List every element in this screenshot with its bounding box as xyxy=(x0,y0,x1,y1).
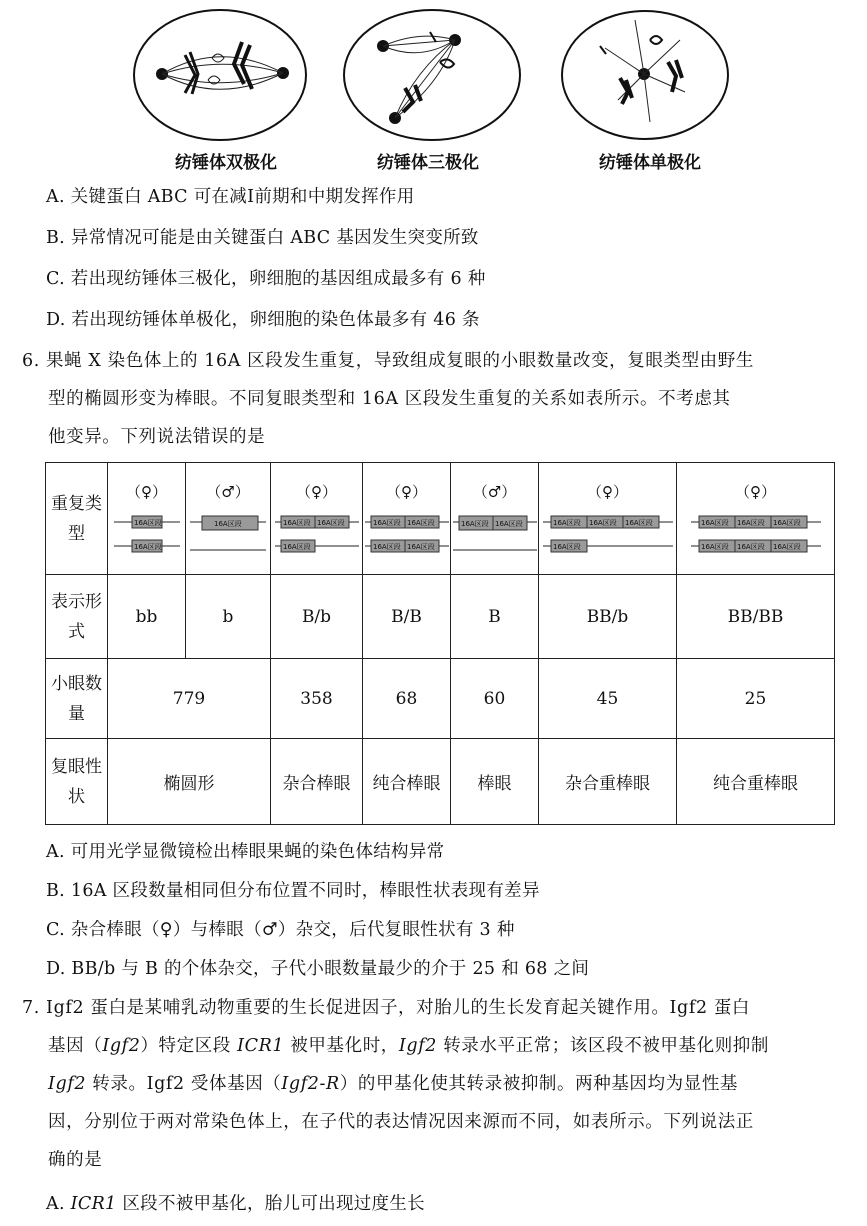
cell-count: 358 xyxy=(271,659,363,739)
tripolar-spindle-cell xyxy=(344,10,520,140)
q5-option-c: C. 若出现纺锤体三极化，卵细胞的基因组成最多有 6 种 xyxy=(46,269,486,289)
q5-option-d: D. 若出现纺锤体单极化，卵细胞的染色体最多有 46 条 xyxy=(46,310,480,330)
svg-text:16A区段: 16A区段 xyxy=(552,543,581,551)
cell-form: BB/BB xyxy=(677,575,835,659)
row-repeat-type xyxy=(46,463,835,575)
svg-text:16A区段: 16A区段 xyxy=(406,543,435,551)
chromosome-diagram xyxy=(543,508,673,560)
sex-symbol: （♀） xyxy=(386,483,427,501)
svg-text:16A区段: 16A区段 xyxy=(588,519,617,527)
svg-text:16A区段: 16A区段 xyxy=(736,519,765,527)
q5-option-a: A. 关键蛋白 ABC 可在减Ⅰ前期和中期发挥作用 xyxy=(46,187,415,207)
svg-text:16A区段: 16A区段 xyxy=(552,519,581,527)
row-header-notation: 表示形式 xyxy=(46,575,108,659)
q6-option-b: B. 16A 区段数量相同但分布位置不同时，棒眼性状表现有差异 xyxy=(46,881,540,901)
cell-form: BB/b xyxy=(539,575,677,659)
chromosome-diagram xyxy=(365,508,449,560)
cell-trait: 棒眼 xyxy=(451,739,539,825)
repeat-type-table xyxy=(45,462,835,825)
row-header-repeat-type: 重复类型 xyxy=(46,463,108,575)
q6-option-c: C. 杂合棒眼（♀）与棒眼（♂）杂交，后代复眼性状有 3 种 xyxy=(46,920,515,940)
cell-count: 45 xyxy=(539,659,677,739)
chromosome-diagram xyxy=(275,508,359,560)
row-ommatidia-count xyxy=(46,659,835,739)
cell-trait: 杂合重棒眼 xyxy=(539,739,677,825)
svg-text:16A区段: 16A区段 xyxy=(494,520,523,528)
q6-option-d: D. BB/b 与 B 的个体杂交，子代小眼数量最少的介于 25 和 68 之间 xyxy=(46,959,590,979)
q7-stem-line-1: 7. Igf2 蛋白是某哺乳动物重要的生长促进因子，对胎儿的生长发育起关键作用。Igf2 蛋白 xyxy=(22,998,751,1018)
chromosome-diagram xyxy=(453,508,537,560)
q7-stem-line-5: 确的是 xyxy=(48,1150,103,1170)
svg-text:16A区段: 16A区段 xyxy=(700,519,729,527)
chromosome-diagram xyxy=(114,508,180,560)
monopolar-spindle-cell xyxy=(562,11,728,139)
svg-text:16A区段: 16A区段 xyxy=(133,543,162,551)
fig-label-tripolar: 纺锤体三极化 xyxy=(377,153,479,173)
q6-stem-line-2: 型的椭圆形变为棒眼。不同复眼类型和 16A 区段发生重复的关系如表所示。不考虑其 xyxy=(48,389,731,409)
cell-trait: 椭圆形 xyxy=(108,739,271,825)
svg-text:16A区段: 16A区段 xyxy=(282,543,311,551)
svg-text:16A区段: 16A区段 xyxy=(282,519,311,527)
chromosome-diagram xyxy=(190,508,266,560)
cell-type-B-male xyxy=(451,463,539,575)
svg-text:16A区段: 16A区段 xyxy=(736,543,765,551)
sex-symbol: （♂） xyxy=(206,483,250,501)
cell-trait: 杂合棒眼 xyxy=(271,739,363,825)
cell-form: bb xyxy=(108,575,186,659)
sex-symbol: （♀） xyxy=(735,483,776,501)
cell-count: 60 xyxy=(451,659,539,739)
svg-text:16A区段: 16A区段 xyxy=(372,519,401,527)
fig-label-bipolar: 纺锤体双极化 xyxy=(175,153,277,173)
chromosome-diagram xyxy=(691,508,821,560)
sex-symbol: （♀） xyxy=(296,483,337,501)
svg-text:16A区段: 16A区段 xyxy=(214,520,242,528)
svg-text:16A区段: 16A区段 xyxy=(372,543,401,551)
cell-type-BB-b xyxy=(539,463,677,575)
cell-count: 25 xyxy=(677,659,835,739)
svg-text:16A区段: 16A区段 xyxy=(700,543,729,551)
bipolar-spindle-cell xyxy=(134,10,306,140)
svg-text:16A区段: 16A区段 xyxy=(460,520,489,528)
sex-symbol: （♂） xyxy=(472,483,517,501)
q5-option-b: B. 异常情况可能是由关键蛋白 ABC 基因发生突变所致 xyxy=(46,228,479,248)
cell-trait: 纯合重棒眼 xyxy=(677,739,835,825)
cell-form: b xyxy=(186,575,271,659)
cell-form: B/B xyxy=(363,575,451,659)
q7-stem-line-3: Igf2 转录。Igf2 受体基因（Igf2-R）的甲基化使其转录被抑制。两种基因均为显性基 xyxy=(48,1074,739,1094)
sex-symbol: （♀） xyxy=(587,483,628,501)
cell-form: B/b xyxy=(271,575,363,659)
q7-option-a: A. ICR1 区段不被甲基化，胎儿可出现过度生长 xyxy=(46,1194,425,1214)
cell-type-b-male xyxy=(186,463,271,575)
q7-stem-line-4: 因，分别位于两对常染色体上，在子代的表达情况因来源而不同，如表所示。下列说法正 xyxy=(48,1112,754,1132)
q6-stem-line-3: 他变异。下列说法错误的是 xyxy=(48,427,266,447)
cell-type-B-b xyxy=(271,463,363,575)
row-header-count: 小眼数量 xyxy=(46,659,108,739)
cell-type-bb xyxy=(108,463,186,575)
cell-count: 779 xyxy=(108,659,271,739)
svg-text:16A区段: 16A区段 xyxy=(772,519,801,527)
q7-stem-line-2: 基因（Igf2）特定区段 ICR1 被甲基化时，Igf2 转录水平正常；该区段不被甲基化则抑制 xyxy=(48,1036,770,1056)
svg-text:16A区段: 16A区段 xyxy=(624,519,653,527)
row-eye-trait xyxy=(46,739,835,825)
cell-count: 68 xyxy=(363,659,451,739)
q6-stem-line-1: 6. 果蝇 X 染色体上的 16A 区段发生重复，导致组成复眼的小眼数量改变，复眼类型由野生 xyxy=(22,351,754,371)
svg-text:16A区段: 16A区段 xyxy=(133,519,162,527)
row-notation xyxy=(46,575,835,659)
row-header-trait: 复眼性状 xyxy=(46,739,108,825)
q6-option-a: A. 可用光学显微镜检出棒眼果蝇的染色体结构异常 xyxy=(46,842,445,862)
cell-trait: 纯合棒眼 xyxy=(363,739,451,825)
svg-text:16A区段: 16A区段 xyxy=(316,519,345,527)
cell-form: B xyxy=(451,575,539,659)
cell-type-BB-BB xyxy=(677,463,835,575)
svg-text:16A区段: 16A区段 xyxy=(406,519,435,527)
cell-type-B-B xyxy=(363,463,451,575)
svg-text:16A区段: 16A区段 xyxy=(772,543,801,551)
fig-label-monopolar: 纺锤体单极化 xyxy=(599,153,701,173)
sex-symbol: （♀） xyxy=(126,483,167,501)
